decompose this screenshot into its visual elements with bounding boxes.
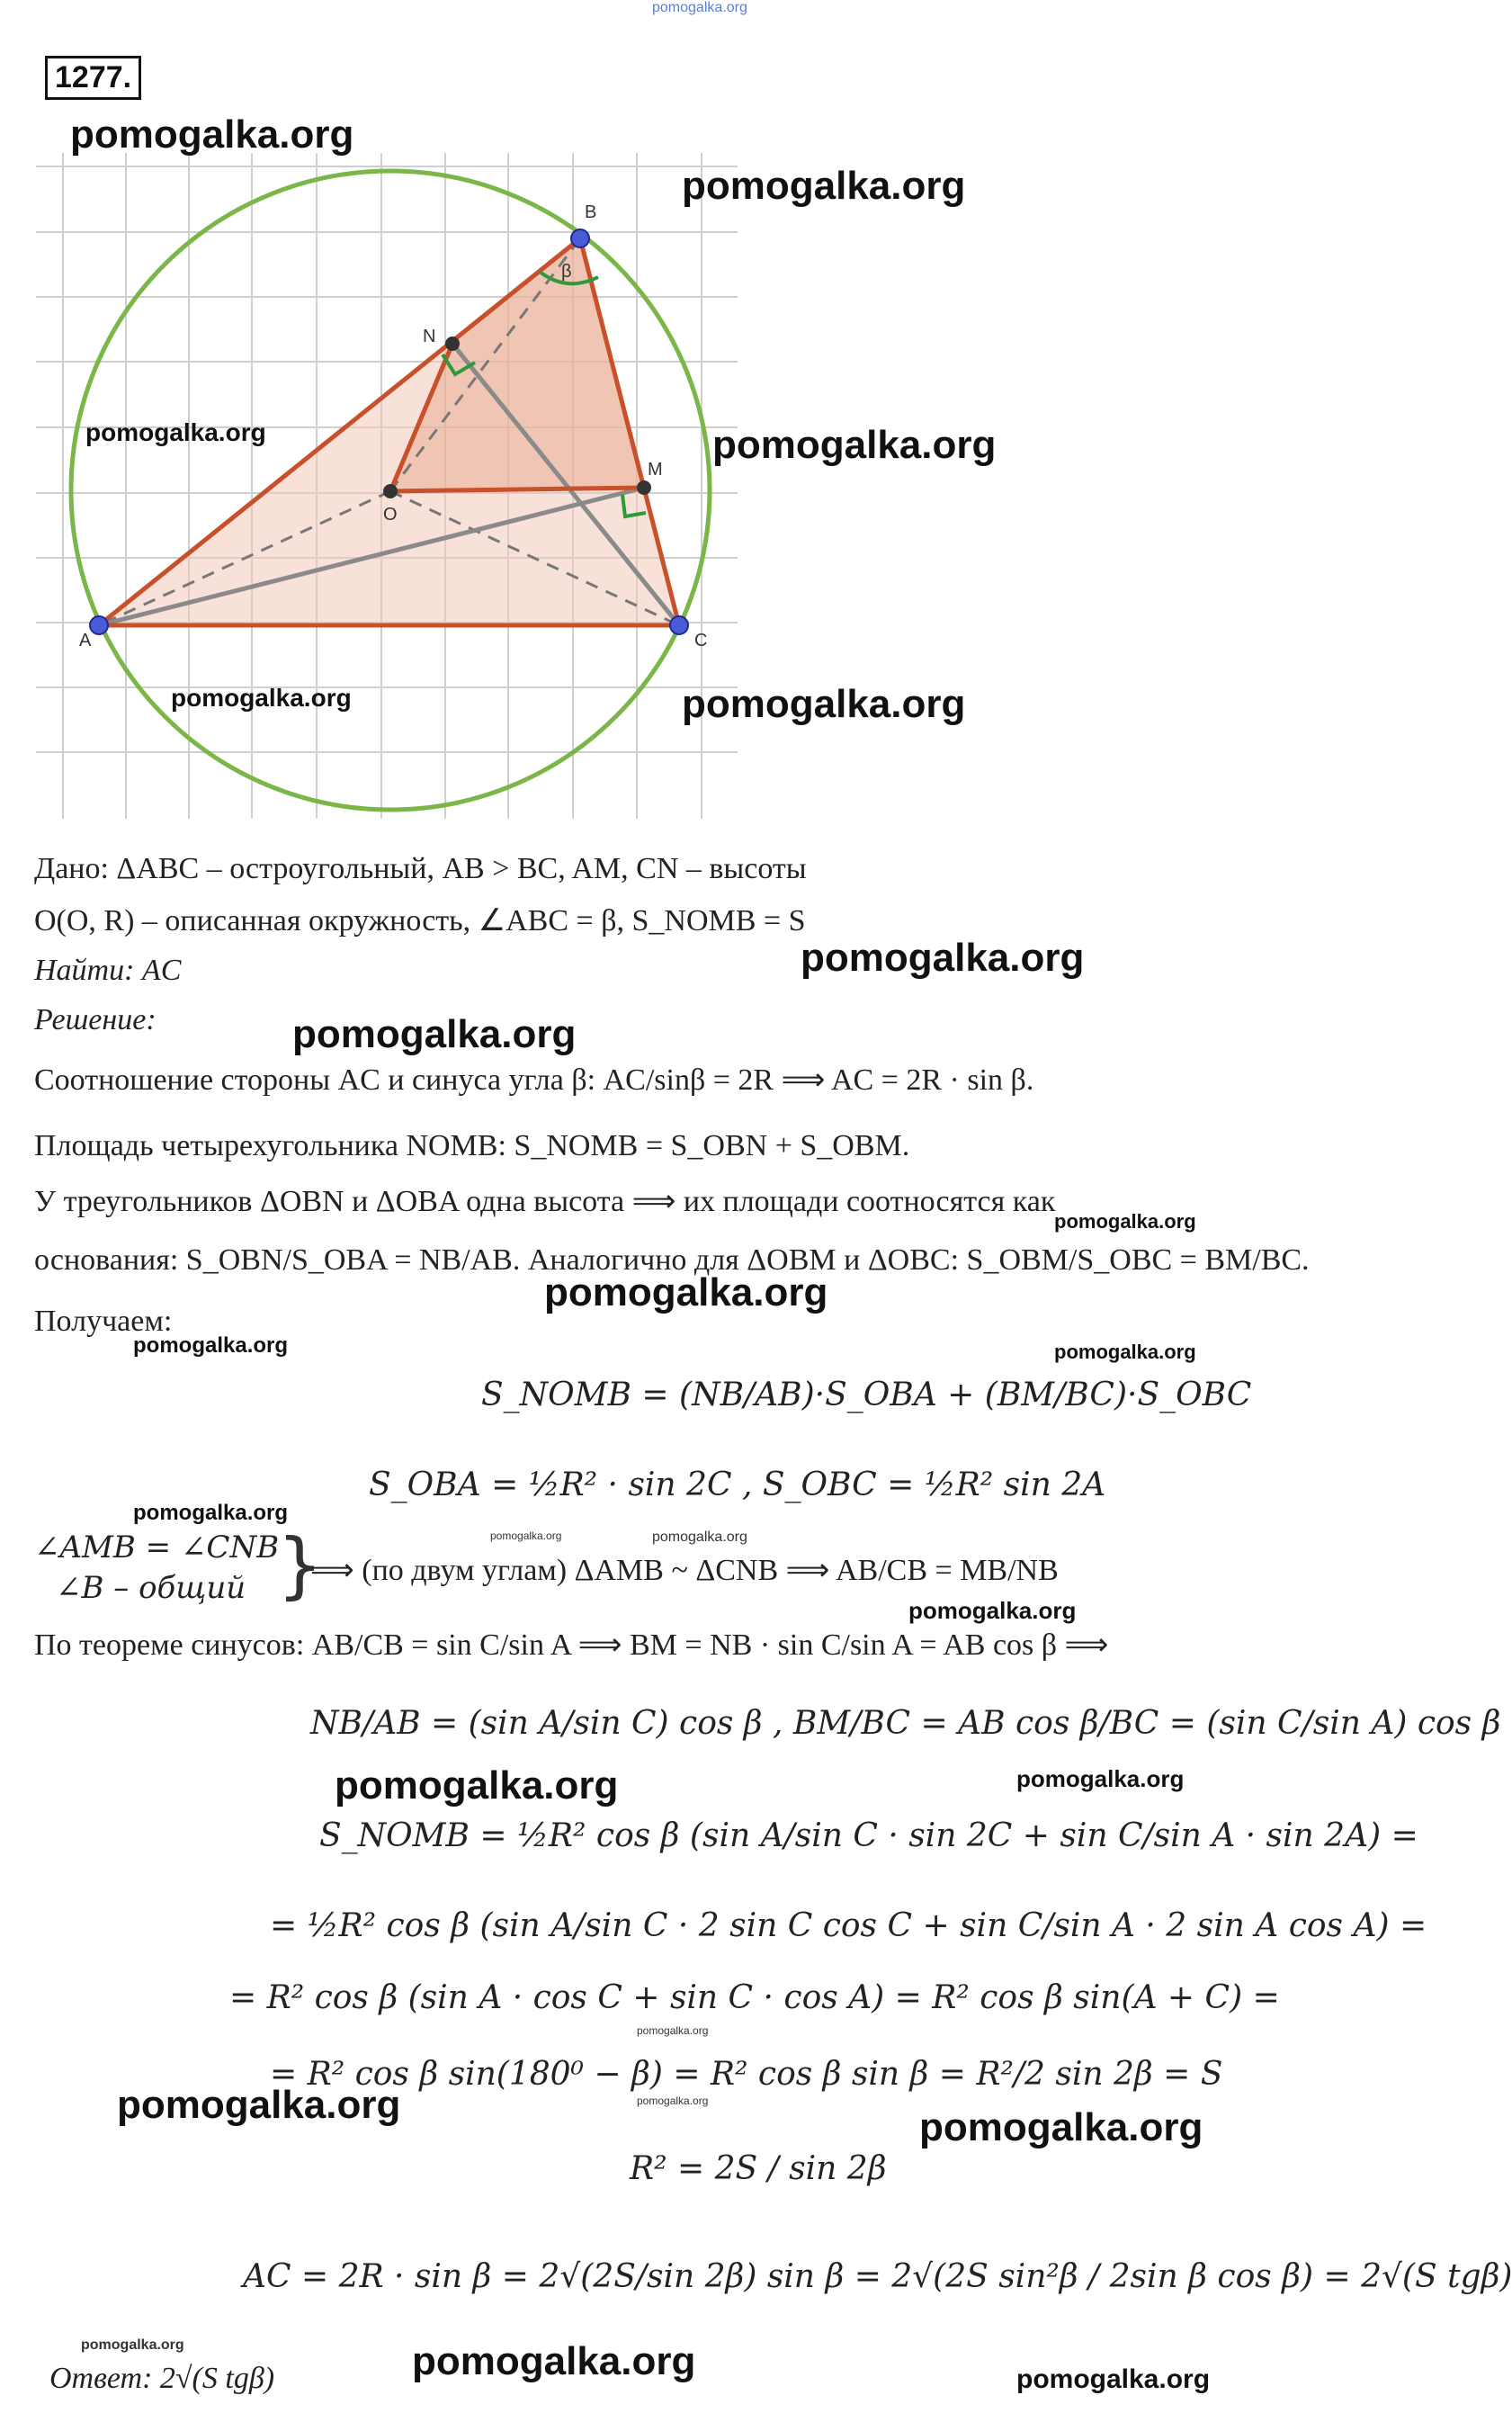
point-n (445, 336, 460, 351)
equation-r-squared: R² = 2S / sin 2β (630, 2150, 887, 2187)
line-side-sine: Соотношение стороны AC и синуса угла β: AC/sinβ = 2R ⟹ AC = 2R · sin β. (34, 1063, 1034, 1097)
point-o (383, 484, 398, 498)
watermark: pomogalka.org (1016, 1765, 1185, 1792)
watermark: pomogalka.org (133, 1501, 289, 1525)
watermark: pomogalka.org (682, 164, 966, 208)
line-area-quad: Площадь четырехугольника NOMB: S_NOMB = S_OBN + S_OBM. (34, 1129, 910, 1162)
similarity-line: ⟹ (по двум углам) ΔAMB ~ ΔCNB ⟹ AB/CB = MB/NB (310, 1554, 1059, 1587)
geometry-figure (36, 153, 747, 837)
point-a (90, 616, 108, 634)
line-get: Получаем: (34, 1305, 173, 1338)
answer-line: Ответ: 2√(S tgβ) (49, 2362, 275, 2395)
given-line-1: Дано: ΔABC – остроугольный, AB > BC, AM, CN – высоты (34, 852, 807, 885)
watermark: pomogalka.org (1054, 1210, 1196, 1233)
watermark: pomogalka.org (117, 2083, 401, 2127)
watermark: pomogalka.org (544, 1270, 828, 1314)
watermark: pomogalka.org (637, 2095, 709, 2107)
equation-expand-4: = R² cos β sin(180⁰ − β) = R² cos β sin β = R²/2 sin 2β = S (270, 2056, 1223, 2093)
watermark: pomogalka.org (712, 423, 997, 467)
equation-expand-1: S_NOMB = ½R² cos β (sin A/sin C · sin 2C + sin C/sin A · sin 2A) = (319, 1817, 1418, 1854)
watermark: pomogalka.org (412, 2339, 696, 2383)
given-line-2: O(O, R) – описанная окружность, ∠ABC = β, S_NOMB = S (34, 904, 806, 937)
equation-expand-3: = R² cos β (sin A · cos C + sin C · cos A) = R² cos β sin(A + C) = (229, 1979, 1280, 2016)
problem-number: 1277. (45, 56, 141, 100)
equation-s-nomb: S_NOMB = (NB/AB)·S_OBA + (BM/BC)·S_OBC (481, 1377, 1252, 1413)
watermark: pomogalka.org (1016, 2364, 1211, 2394)
watermark: pomogalka.org (801, 936, 1085, 980)
angle-line-1: ∠AMB = ∠CNB (34, 1529, 280, 1565)
watermark: pomogalka.org (171, 684, 352, 712)
label-m: M (648, 460, 663, 480)
label-c: C (694, 631, 708, 650)
watermark: pomogalka.org (85, 418, 266, 446)
equation-expand-2: = ½R² cos β (sin A/sin C · 2 sin C cos C + sin C/sin A · 2 sin A cos A) = (270, 1907, 1427, 1944)
watermark: pomogalka.org (652, 1529, 747, 1545)
solution-label: Решение: (34, 1003, 157, 1036)
point-b (571, 229, 589, 247)
sine-theorem-line: По теореме синусов: AB/CB = sin C/sin A ⟹ BM = NB · sin C/sin A = AB cos β ⟹ (34, 1628, 1109, 1662)
watermark: pomogalka.org (70, 112, 354, 157)
watermark: pomogalka.org (292, 1012, 577, 1056)
equation-ratios: NB/AB = (sin A/sin C) cos β , BM/BC = AB cos β/BC = (sin C/sin A) cos β (310, 1705, 1501, 1742)
top-watermark: pomogalka.org (652, 0, 747, 15)
equation-s-oba-obc: S_OBA = ½R² · sin 2C , S_OBC = ½R² sin 2A (369, 1467, 1106, 1503)
angle-line-2: ∠B – общий (56, 1570, 246, 1606)
label-n: N (423, 327, 436, 346)
find-line: Найти: AC (34, 954, 182, 987)
watermark: pomogalka.org (637, 2024, 709, 2037)
watermark: pomogalka.org (1054, 1341, 1196, 1363)
watermark: pomogalka.org (133, 1333, 289, 1358)
watermark: pomogalka.org (682, 682, 966, 726)
brace: } (277, 1523, 323, 1607)
line-same-height: У треугольников ΔOBN и ΔOBA одна высота ⟹ их площади соотносятся как (34, 1185, 1056, 1218)
watermark: pomogalka.org (919, 2105, 1203, 2149)
point-c (670, 616, 688, 634)
watermark: pomogalka.org (908, 1597, 1077, 1624)
label-b: B (585, 202, 597, 222)
watermark: pomogalka.org (490, 1529, 562, 1542)
point-m (637, 480, 651, 495)
line-bases: основания: S_OBN/S_OBA = NB/AB. Аналогично для ΔOBM и ΔOBC: S_OBM/S_OBC = BM/BC. (34, 1243, 1310, 1277)
label-beta: β (561, 262, 572, 282)
label-o: O (383, 505, 398, 525)
equation-ac: AC = 2R · sin β = 2√(2S/sin 2β) sin β = 2√(2S sin²β / 2sin β cos β) = 2√(S tgβ) (243, 2258, 1512, 2295)
watermark: pomogalka.org (335, 1763, 619, 1808)
watermark: pomogalka.org (81, 2337, 184, 2353)
label-a: A (79, 631, 92, 650)
